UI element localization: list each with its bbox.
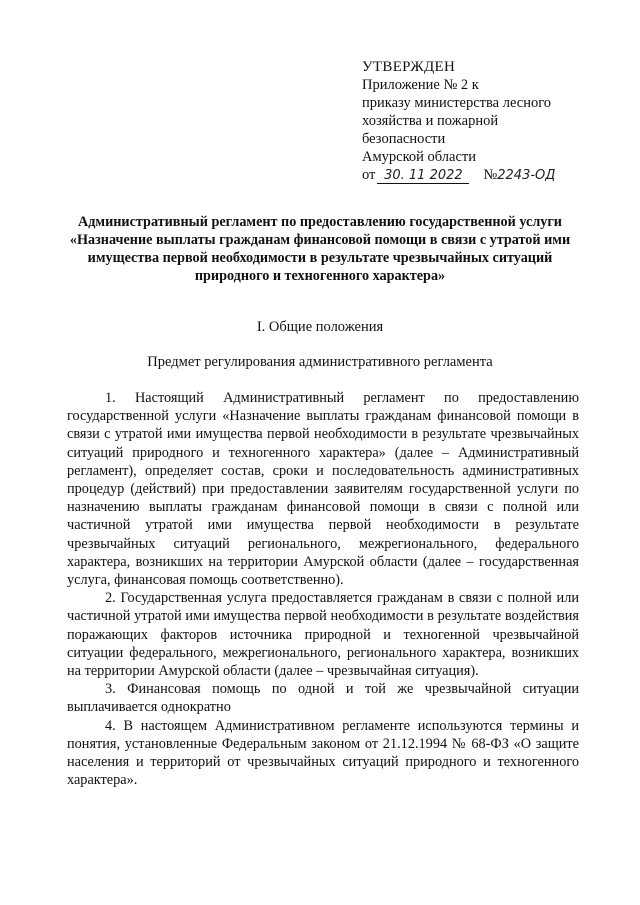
handwritten-date: 30. 11 2022 bbox=[377, 169, 469, 184]
approval-line: Амурской области bbox=[362, 149, 476, 165]
approval-line: приказу министерства лесного bbox=[362, 95, 552, 111]
date-prefix: от bbox=[362, 167, 376, 183]
approval-title: УТВЕРЖДЕН bbox=[362, 59, 456, 75]
paragraph-2: 2. Государственная услуга предоставляется гражданам в связи с полной или частичной утратой ими имущества первой необходимости в результате воздействия поражающих факторов источника природной и техногенной чрезвычайной ситуации федерального, межрегионального, регионального характера, возникших на территории Амурской области (далее – чрезвычайная ситуация). bbox=[67, 590, 579, 680]
section-heading: I. Общие положения bbox=[256, 319, 384, 335]
body-text bbox=[67, 389, 579, 789]
subsection-heading: Предмет регулирования административного регламента bbox=[147, 354, 493, 370]
paragraph-3: 3. Финансовая помощь по одной и той же чрезвычайной ситуации выплачивается однократно bbox=[67, 681, 579, 716]
document-title: Административный регламент по предоставлению государственной услуги «Назначение выплаты гражданам финансовой помощи в связи с утратой ими имущества первой необходимости в результате чрезвычайных ситуаций природного и техногенного характера» bbox=[69, 214, 571, 284]
approval-line: Приложение № 2 к bbox=[362, 77, 479, 93]
paragraph-4: 4. В настоящем Административном регламенте используются термины и понятия, установленные Федеральным законом от 21.12.1994 № 68-ФЗ «О защите населения и территорий от чрезвычайных ситуаций природного и техногенного характера». bbox=[67, 717, 579, 789]
paragraph-1: 1. Настоящий Административный регламент по предоставлению государственной услуги «Назначение выплаты гражданам финансовой помощи в связи с утратой ими имущества первой необходимости в результате чрезвычайных ситуаций природного и техногенного характера» (далее – Административный регламент), определяет состав, сроки и последовательность административных процедур (действий) при предоставлении заявителям государственной услуги по назначению выплаты гражданам финансовой помощи в связи с полной или частичной утратой ими имущества первой необходимости в результате чрезвычайных ситуаций регионального, межрегионального, федерального характера, возникших на территории Амурской области (далее – государственная услуга, финансовая помощь соответственно). bbox=[67, 390, 579, 589]
approval-date-line bbox=[362, 166, 602, 184]
approval-line: хозяйства и пожарной bbox=[362, 113, 499, 129]
approval-line: безопасности bbox=[362, 131, 446, 147]
number-prefix: № bbox=[483, 167, 498, 183]
approval-block bbox=[362, 58, 602, 184]
handwritten-number: 2243-ОД bbox=[497, 168, 556, 183]
